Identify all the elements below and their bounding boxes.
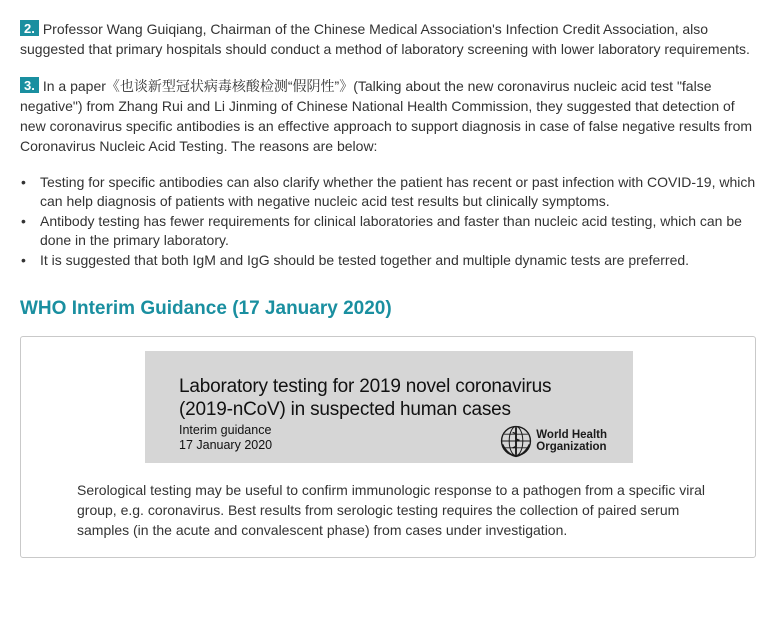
- bullet-icon: •: [21, 213, 26, 229]
- paragraph-text: Professor Wang Guiqiang, Chairman of the Chinese Medical Association's Infection Credit Association, also suggested that primary hospitals should conduct a method of laboratory screening with lower laboratory requirements.: [20, 21, 750, 57]
- article: [20, 19, 760, 558]
- bullet-icon: •: [21, 252, 26, 268]
- bullet-icon: •: [21, 174, 26, 190]
- list-item: [20, 173, 760, 211]
- document-subtitle: [179, 423, 272, 453]
- who-document-cover: [145, 351, 633, 463]
- paragraph-2: [20, 19, 760, 59]
- organization-name-line-1: World Health: [536, 429, 607, 441]
- organization-name-line-2: Organization: [536, 441, 607, 453]
- reasons-list: [20, 173, 760, 270]
- document-title-line-2: (2019-nCoV) in suspected human cases: [179, 399, 511, 420]
- guidance-card: [20, 336, 756, 558]
- number-badge: 3.: [20, 77, 39, 93]
- list-item-text: Testing for specific antibodies can also clarify whether the patient has recent or past infection with COVID-19, which can help diagnosis of patients with negative nucleic acid test results but clinically symptoms.: [40, 174, 756, 209]
- document-date: 17 January 2020: [179, 438, 273, 452]
- organization-name: [536, 429, 607, 453]
- list-item-text: It is suggested that both IgM and IgG should be tested together and multiple dynamic tests are preferred.: [40, 252, 690, 268]
- document-title-line-1: Laboratory testing for 2019 novel coronavirus: [179, 376, 552, 397]
- document-title: [179, 375, 551, 421]
- number-badge: 2.: [20, 20, 39, 36]
- list-item-text: Antibody testing has fewer requirements for clinical laboratories and faster than nucleic acid testing, which can be done in the primary laboratory.: [40, 213, 742, 248]
- paragraph-3: [20, 76, 760, 156]
- section-title: WHO Interim Guidance (17 January 2020): [20, 298, 392, 319]
- who-logo: [499, 424, 607, 458]
- list-item: [20, 251, 760, 270]
- guidance-quote: Serological testing may be useful to confirm immunologic response to a pathogen from a specific viral group, e.g. coronavirus. Best results from serologic testing requires the collection of paired serum samples (in the acute and convalescent phase) from cases under investigation.: [77, 482, 705, 538]
- who-emblem-icon: [499, 424, 533, 458]
- document-type: Interim guidance: [179, 423, 272, 437]
- paragraph-text: In a paper《也谈新型冠状病毒核酸检测“假阴性”》(Talking about the new coronavirus nucleic acid test "false negative") from Zhang Rui and Li Jinming of Chinese National Health Commission, they suggested that detection of new coronavirus specific antibodies is an effective approach to support diagnosis in case of false negative results from Coronavirus Nucleic Acid Testing. The reasons are below:: [20, 78, 753, 154]
- list-item: [20, 212, 760, 250]
